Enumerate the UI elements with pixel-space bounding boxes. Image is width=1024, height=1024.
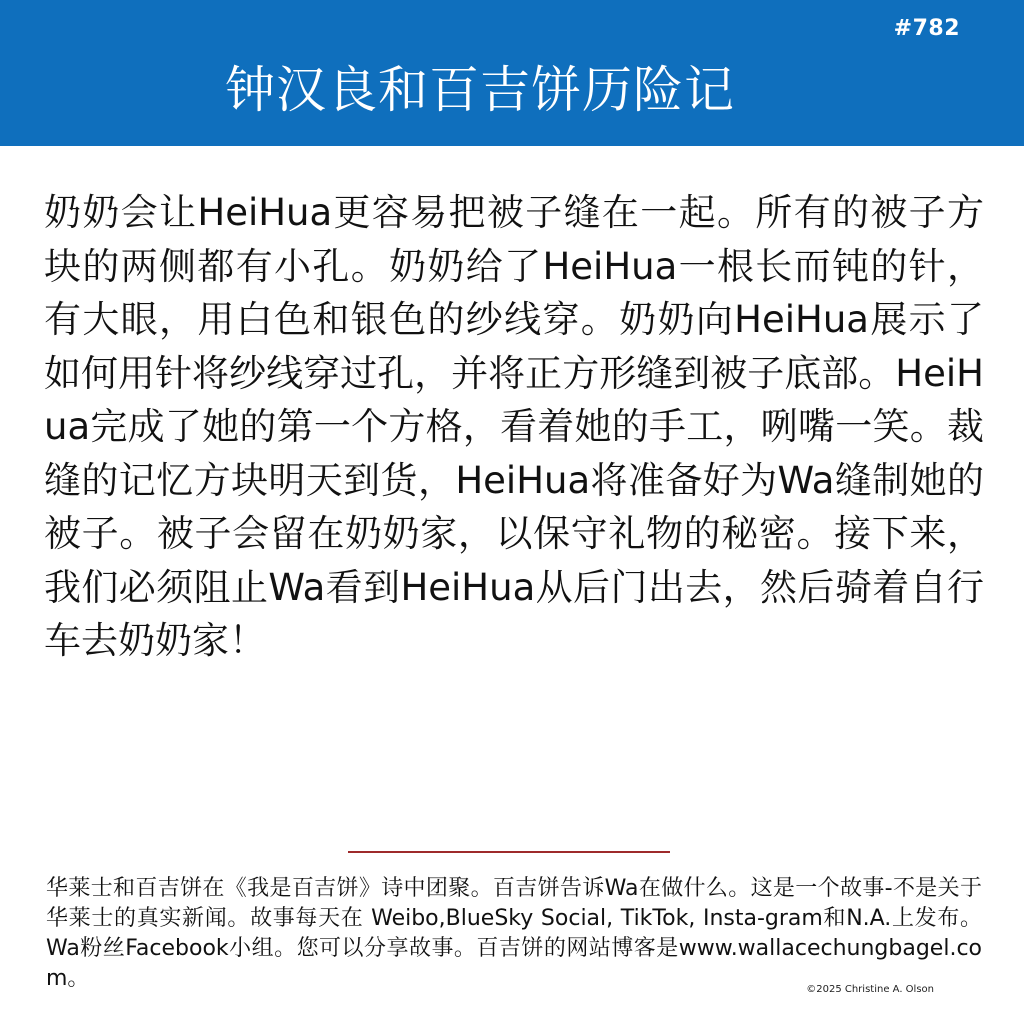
story-text: 奶奶会让HeiHua更容易把被子缝在一起。所有的被子方块的两侧都有小孔。奶奶给了HeiHua一根长而钝的针，有大眼，用白色和银色的纱线穿。奶奶向HeiHua展示了如何用针将纱线穿过孔，并将正方形缝到被子底部。HeiHua完成了她的第一个方格，看着她的手工，咧嘴一笑。裁缝的记忆方块明天到货，HeiHua将准备好为Wa缝制她的被子。被子会留在奶奶家，以保守礼物的秘密。接下来，我们必须阻止Wa看到HeiHua从后门出去，然后骑着自行车去奶奶家！ [44, 191, 984, 662]
copyright-notice: ©2025 Christine A. Olson [806, 984, 934, 995]
episode-number: #782 [893, 16, 960, 41]
header-banner [0, 0, 1024, 146]
page-title: 钟汉良和百吉饼历险记 [225, 61, 735, 119]
footer-note: 华莱士和百吉饼在《我是百吉饼》诗中团聚。百吉饼告诉Wa在做什么。这是一个故事-不是关于华莱士的真实新闻。故事每天在 Weibo,BlueSky Social, TikTok, Insta-gram和N.A.上发布。Wa粉丝Facebook小组。您可以分享故事。百吉饼的网站博客是www.wallacechungbagel.com。 [46, 876, 982, 991]
divider-line [348, 851, 670, 853]
